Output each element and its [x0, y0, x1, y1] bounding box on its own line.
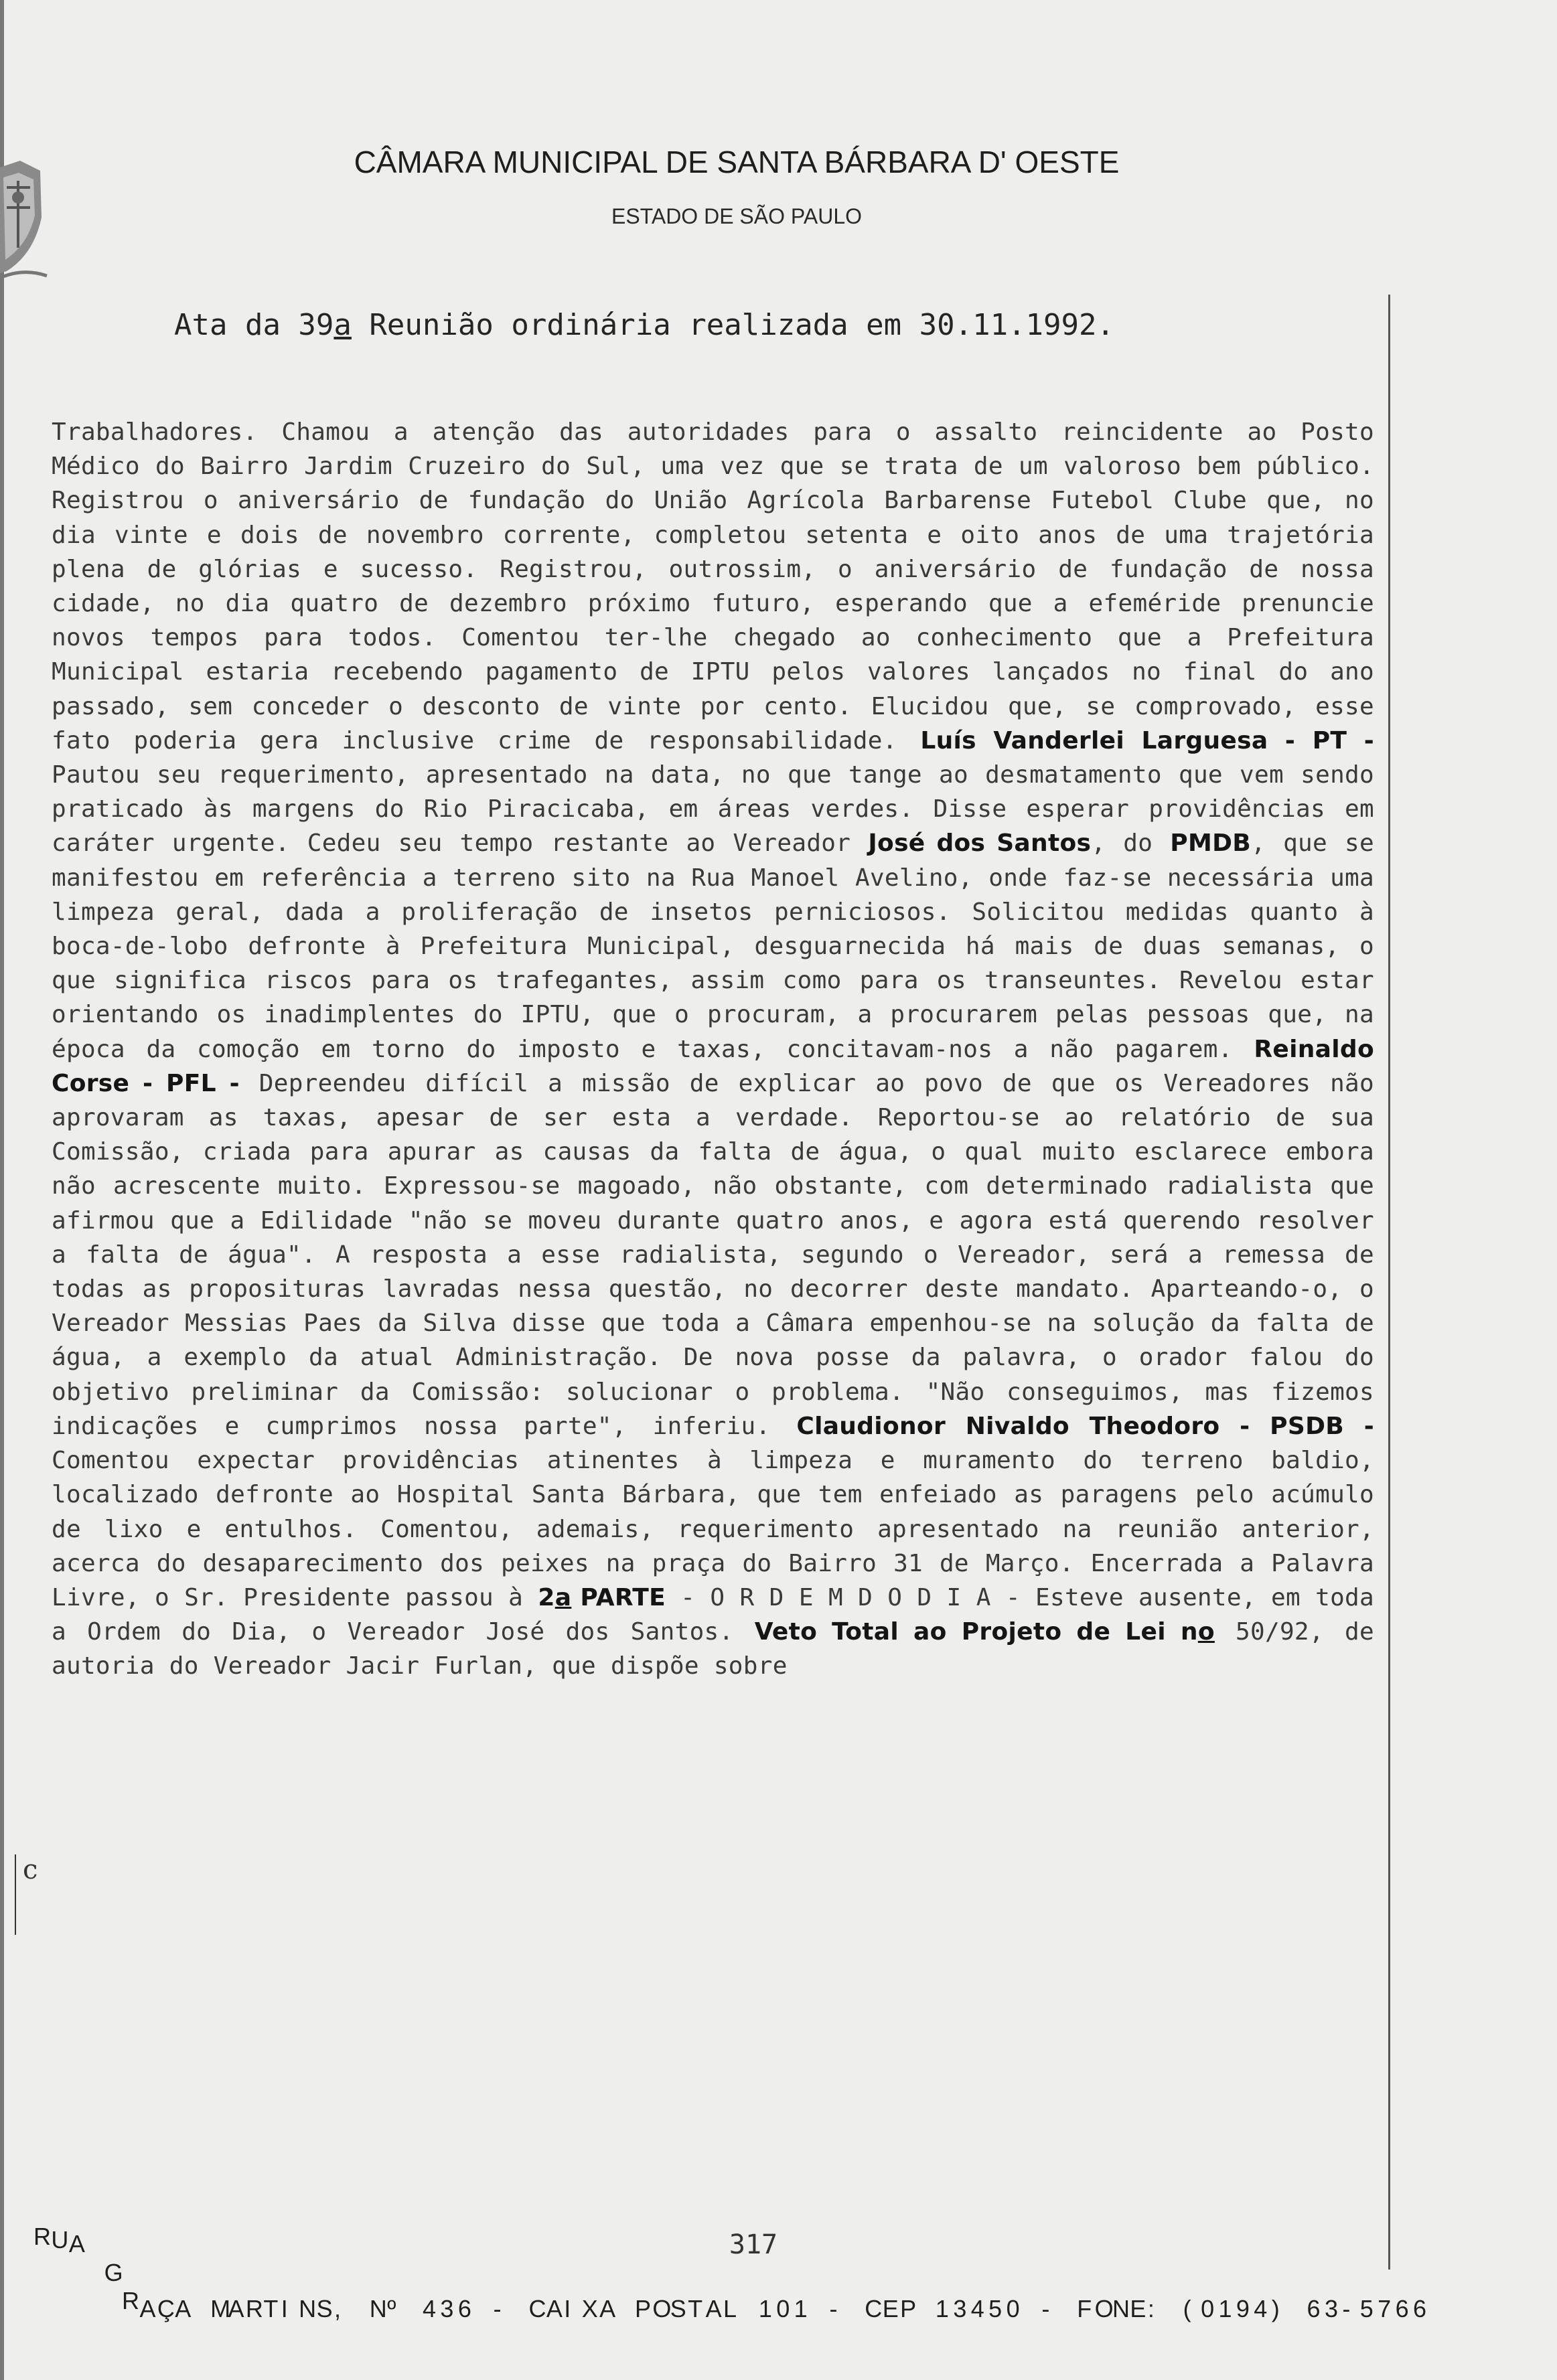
- footer-address-char: O: [1094, 2295, 1117, 2322]
- footer-address-char: S: [316, 2295, 336, 2322]
- footer-address-char: 6: [1307, 2295, 1324, 2322]
- footer-address-char: I: [281, 2295, 291, 2322]
- body-segment: Pautou seu requerimento, apresentado na data, no que tange ao desmatamento que vem sendo praticado às margens do Rio Piracicaba, em áreas verdes. Disse esperar providências em caráter urgente. Cedeu seu tempo restante ao Vereador: [52, 761, 1374, 858]
- footer-address-char: A: [175, 2295, 195, 2322]
- footer-address-char: -: [1041, 2295, 1053, 2322]
- footer-address-char: 4: [970, 2295, 988, 2322]
- footer-address-char: 5: [1359, 2295, 1377, 2322]
- footer-address-char: P: [634, 2295, 654, 2322]
- footer-address-char: 6: [1413, 2295, 1430, 2322]
- footer-address-char: 7: [1378, 2295, 1395, 2322]
- body-segment: , do: [1091, 829, 1153, 858]
- footer-address-char: S: [670, 2295, 690, 2322]
- footer-address-char: 0: [776, 2295, 794, 2322]
- footer-address-char: N: [369, 2295, 390, 2322]
- footer-address-char: ): [1271, 2295, 1283, 2322]
- footer-address-char: E: [1130, 2295, 1150, 2322]
- minutes-body: [52, 415, 1374, 1684]
- title-suffix: Reunião ordinária realizada em 30.11.1992.: [351, 308, 1115, 342]
- footer-address-char: T: [688, 2295, 707, 2322]
- footer-address-char: 6: [1395, 2295, 1412, 2322]
- footer-address-char: 1: [794, 2295, 811, 2322]
- footer-address-char: G: [104, 2259, 127, 2287]
- page-left-edge: [0, 0, 4, 2380]
- title-ordinal: a: [333, 308, 352, 342]
- footer-address-char: 4: [1254, 2295, 1271, 2322]
- footer-address-char: 1: [758, 2295, 775, 2322]
- footer-address-char: -: [829, 2295, 841, 2322]
- footer-address-char: -: [493, 2295, 505, 2322]
- footer-address-char: -: [1342, 2295, 1354, 2322]
- bill-heading: [755, 1618, 1215, 1646]
- margin-note-text: c: [23, 1854, 38, 1885]
- section-heading: [538, 1584, 666, 1611]
- footer-address-char: F: [1077, 2295, 1096, 2322]
- body-segment: Comentou expectar providências atinentes à limpeza e muramento do terreno baldio, localizado defronte ao Hospital Santa Bárbara, que tem enfeiado as paragens pelo acúmulo de lixo e entulhos. Comentou, ademais, requerimento apresentado na reunião anterior, acerca do desaparecimento dos peixes na praça do Bairro 31 de Março. Encerrada a Palavra Livre, o Sr. Presidente passou à: [52, 1447, 1374, 1611]
- footer-address-char: T: [263, 2295, 282, 2322]
- section-label: PARTE: [571, 1583, 666, 1611]
- body-segment: 50/92, de autoria do Vereador Jacir Furlan, que dispõe sobre: [52, 1618, 1375, 1680]
- footer-address-char: 0: [1006, 2295, 1023, 2322]
- speaker-name: José dos Santos: [868, 829, 1092, 858]
- footer-address-char: 4: [423, 2295, 440, 2322]
- footer-address-char: 9: [1236, 2295, 1253, 2322]
- footer-address-char: I: [564, 2295, 575, 2322]
- body-segment: Trabalhadores. Chamou a atenção das autoridades para o assalto reincidente ao Posto Médico do Bairro Jardim Cruzeiro do Sul, uma vez que se trata de um valoroso bem público. Registrou o aniversário de fundação do União Agrícola Barbarense Futebol Clube que, no dia vinte e dois de novembro corrente, completou setenta e oito anos de uma trajetória plena de glórias e sucesso. Registrou, outrossim, o aniversário de fundação de nossa cidade, no dia quatro de dezembro próximo futuro, esperando que a efeméride prenuncie novos tempos para todos. Comentou ter-lhe chegado ao conhecimento que a Prefeitura Municipal estaria recebendo pagamento de IPTU pelos valores lançados no final do ano passado, sem conceder o desconto de vinte por cento. Elucidou que, se comprovado, esse fato poderia gera inclusive crime de responsabilidade.: [52, 418, 1374, 755]
- footer-address-char: N: [299, 2295, 320, 2322]
- footer-address-char: 5: [988, 2295, 1006, 2322]
- body-segment: Depreendeu difícil a missão de explicar ao povo de que os Vereadores não aprovaram as taxas, apesar de ser esta a verdade. Reportou-se ao relatório de sua Comissão, criada para apurar as causas da falta de água, o qual muito esclarece embora não acrescente muito. Expressou-se magoado, não obstante, com determinado radialista que afirmou que a Edilidade "não se moveu durante quatro anos, e agora está querendo resolver a falta de água". A resposta a esse radialista, segundo o Vereador, será a remessa de todas as proposituras lavradas nessa questão, no decorrer deste mandato. Aparteando-o, o Vereador Messias Paes da Silva disse que toda a Câmara empenhou-se na solução da falta de água, a exemplo da atual Administração. De nova posse da palavra, o orador falou do objetivo preliminar da Comissão: solucionar o problema. "Não conseguimos, mas fizemos indicações e cumprimos nossa parte", inferiu.: [52, 1069, 1374, 1440]
- footer-address-char: U: [51, 2226, 72, 2254]
- footer-address-char: 0: [1201, 2295, 1218, 2322]
- footer-address-char: 6: [457, 2295, 475, 2322]
- footer-address-char: R: [245, 2295, 267, 2322]
- footer-address-char: P: [900, 2295, 920, 2322]
- party-name: PMDB: [1170, 829, 1252, 858]
- footer-address-char: A: [546, 2295, 566, 2322]
- section-number: 2: [538, 1583, 555, 1611]
- footer-address-char: E: [882, 2295, 902, 2322]
- footer-address-char: N: [1112, 2295, 1134, 2322]
- footer-address-char: (: [1183, 2295, 1195, 2322]
- footer-address-char: A: [139, 2295, 159, 2322]
- footer-address-char: 3: [440, 2295, 457, 2322]
- footer-address-char: R: [33, 2223, 54, 2250]
- title-prefix: Ata da 39: [174, 308, 334, 342]
- right-margin-rule: [1388, 295, 1390, 2270]
- footer-address-char: Ç: [157, 2295, 178, 2322]
- footer-address-char: C: [865, 2295, 886, 2322]
- margin-annotation: [15, 1854, 43, 1935]
- body-segment: , que se manifestou em referência a terreno sito na Rua Manoel Avelino, onde faz-se necessária uma limpeza geral, dada a proliferação de insetos perniciosos. Solicitou medidas quanto à boca-de-lobo defronte à Prefeitura Municipal, desguarnecida há mais de duas semanas, o que significa riscos para os trafegantes, assim como para os transeuntes. Revelou estar orientando os inadimplentes do IPTU, que o procuram, a procurarem pelas pessoas que, na época da comoção em torno do imposto e taxas, concitavam-nos a não pagarem.: [52, 829, 1375, 1063]
- footer-address-char: ,: [333, 2295, 344, 2322]
- footer-address-char: A: [228, 2295, 248, 2322]
- bill-ordinal: o: [1197, 1618, 1215, 1646]
- footer-address-char: 3: [1324, 2295, 1341, 2322]
- footer-address-char: 3: [953, 2295, 970, 2322]
- section-ordinal: a: [554, 1583, 572, 1611]
- page-number: 317: [729, 2229, 778, 2260]
- footer-address-char: A: [68, 2229, 88, 2257]
- footer-address-char: :: [1147, 2295, 1158, 2322]
- state-name: ESTADO DE SÃO PAULO: [611, 204, 862, 228]
- bill-label: Veto Total ao Projeto de Lei n: [754, 1618, 1198, 1646]
- body-segment: - O R D E M D O D I A - Esteve ausente, em toda a Ordem do Dia, o Vereador José dos Santos.: [52, 1583, 1374, 1646]
- chamber-name: CÂMARA MUNICIPAL DE SANTA BÁRBARA D' OESTE: [354, 145, 1120, 179]
- speaker-name: Luís Vanderlei Larguesa - PT -: [920, 726, 1374, 755]
- footer-address-char: O: [652, 2295, 675, 2322]
- speaker-name: Reinaldo Corse - PFL -: [52, 1035, 1374, 1097]
- footer-address-char: 1: [1218, 2295, 1236, 2322]
- document-title: [174, 308, 1114, 342]
- footer-address-char: C: [528, 2295, 550, 2322]
- speaker-name: Claudionor Nivaldo Theodoro - PSDB -: [796, 1412, 1374, 1440]
- footer-address-char: M: [210, 2295, 234, 2322]
- footer-address-char: º: [387, 2295, 400, 2322]
- footer-address-char: 1: [935, 2295, 952, 2322]
- footer-address-char: A: [599, 2295, 619, 2322]
- footer-address-char: X: [581, 2295, 601, 2322]
- footer-address-char: L: [723, 2295, 741, 2322]
- footer-address-char: R: [122, 2287, 143, 2314]
- footer-address-char: A: [705, 2295, 725, 2322]
